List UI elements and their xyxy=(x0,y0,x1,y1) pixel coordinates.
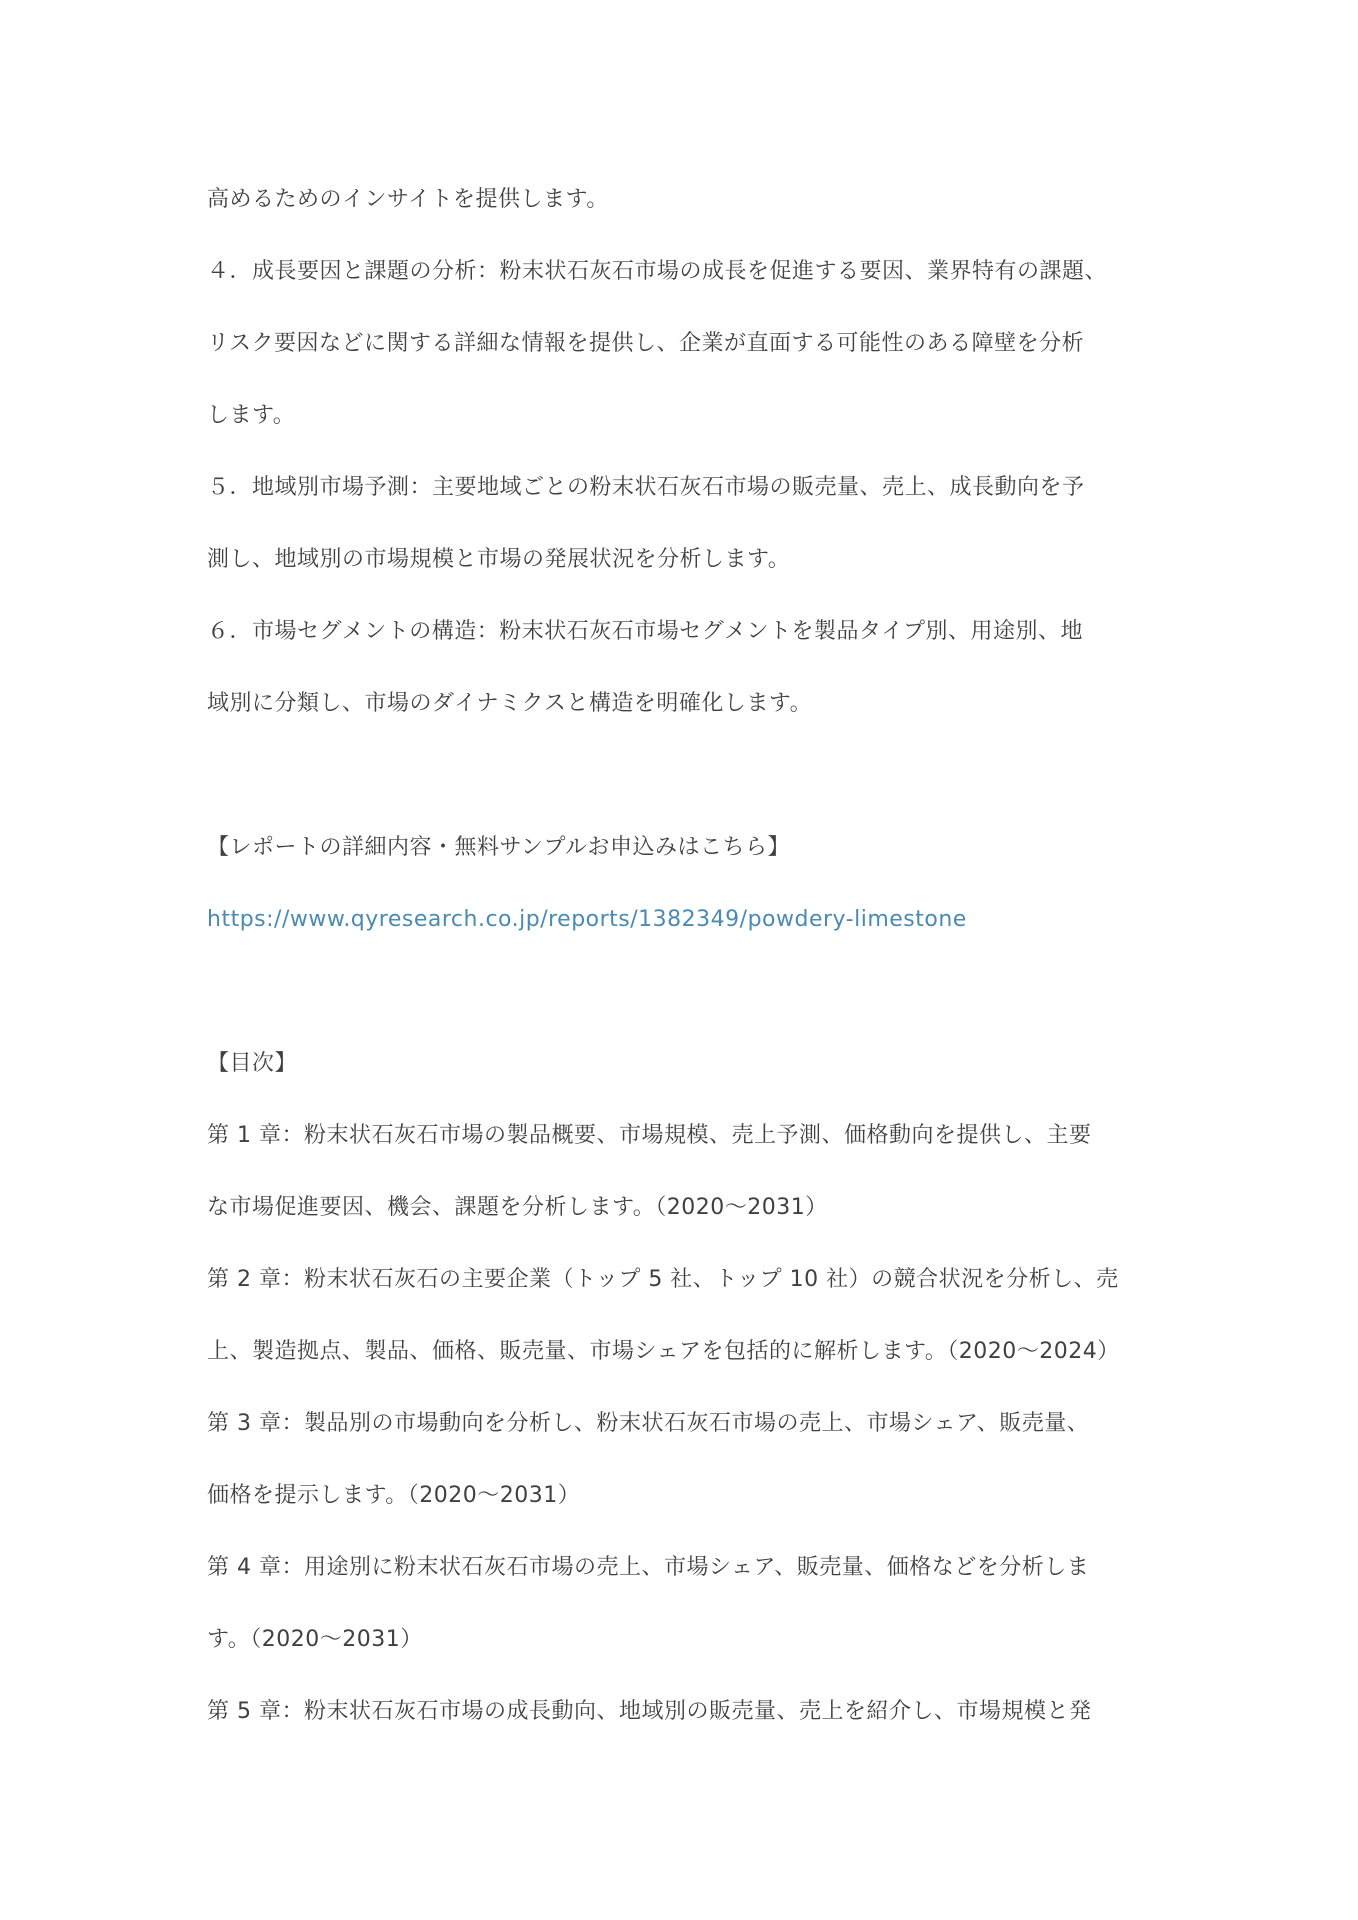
body-line: ４．成長要因と課題の分析：粉末状石灰石市場の成長を促進する要因、業界特有の課題、 xyxy=(207,259,1108,284)
spacer xyxy=(207,972,1167,1044)
body-line: 測し、地域別の市場規模と市場の発展状況を分析します。 xyxy=(207,547,791,572)
toc-line: 上、製造拠点、製品、価格、販売量、市場シェアを包括的に解析します。（2020～2024） xyxy=(207,1339,1120,1364)
report-heading: 【レポートの詳細内容・無料サンプルお申込みはこちら】 xyxy=(207,835,791,860)
body-line: 高めるためのインサイトを提供します。 xyxy=(207,187,609,212)
body-line: リスク要因などに関する詳細な情報を提供し、企業が直面する可能性のある障壁を分析 xyxy=(207,331,1085,356)
body-line: 域別に分類し、市場のダイナミクスと構造を明確化します。 xyxy=(207,691,813,716)
toc-line: 価格を提示します。（2020～2031） xyxy=(207,1483,581,1508)
body-line: ５．地域別市場予測：主要地域ごとの粉末状石灰石市場の販売量、売上、成長動向を予 xyxy=(207,475,1085,500)
body-line: ６．市場セグメントの構造：粉末状石灰石市場セグメントを製品タイプ別、用途別、地 xyxy=(207,619,1083,644)
body-line: します。 xyxy=(207,403,296,428)
toc-heading: 【目次】 xyxy=(207,1051,298,1076)
toc-line: 第 5 章：粉末状石灰石市場の成長動向、地域別の販売量、売上を紹介し、市場規模と発 xyxy=(207,1699,1092,1724)
report-link[interactable]: https://www.qyresearch.co.jp/reports/1382349/powdery-limestone xyxy=(207,907,967,932)
toc-line: 第 1 章：粉末状石灰石市場の製品概要、市場規模、売上予測、価格動向を提供し、主要 xyxy=(207,1123,1092,1148)
toc-line: す。（2020～2031） xyxy=(207,1627,423,1652)
report-link-line xyxy=(207,900,1167,972)
spacer xyxy=(207,756,1167,828)
toc-line: 第 2 章：粉末状石灰石の主要企業（トップ 5 社、トップ 10 社）の競合状況を分析し、売 xyxy=(207,1267,1119,1292)
toc-line: な市場促進要因、機会、課題を分析します。（2020～2031） xyxy=(207,1195,828,1220)
toc-line: 第 4 章：用途別に粉末状石灰石市場の売上、市場シェア、販売量、価格などを分析しま xyxy=(207,1555,1090,1580)
document-body xyxy=(207,180,1167,1764)
toc-line: 第 3 章：製品別の市場動向を分析し、粉末状石灰石市場の売上、市場シェア、販売量、 xyxy=(207,1411,1090,1436)
